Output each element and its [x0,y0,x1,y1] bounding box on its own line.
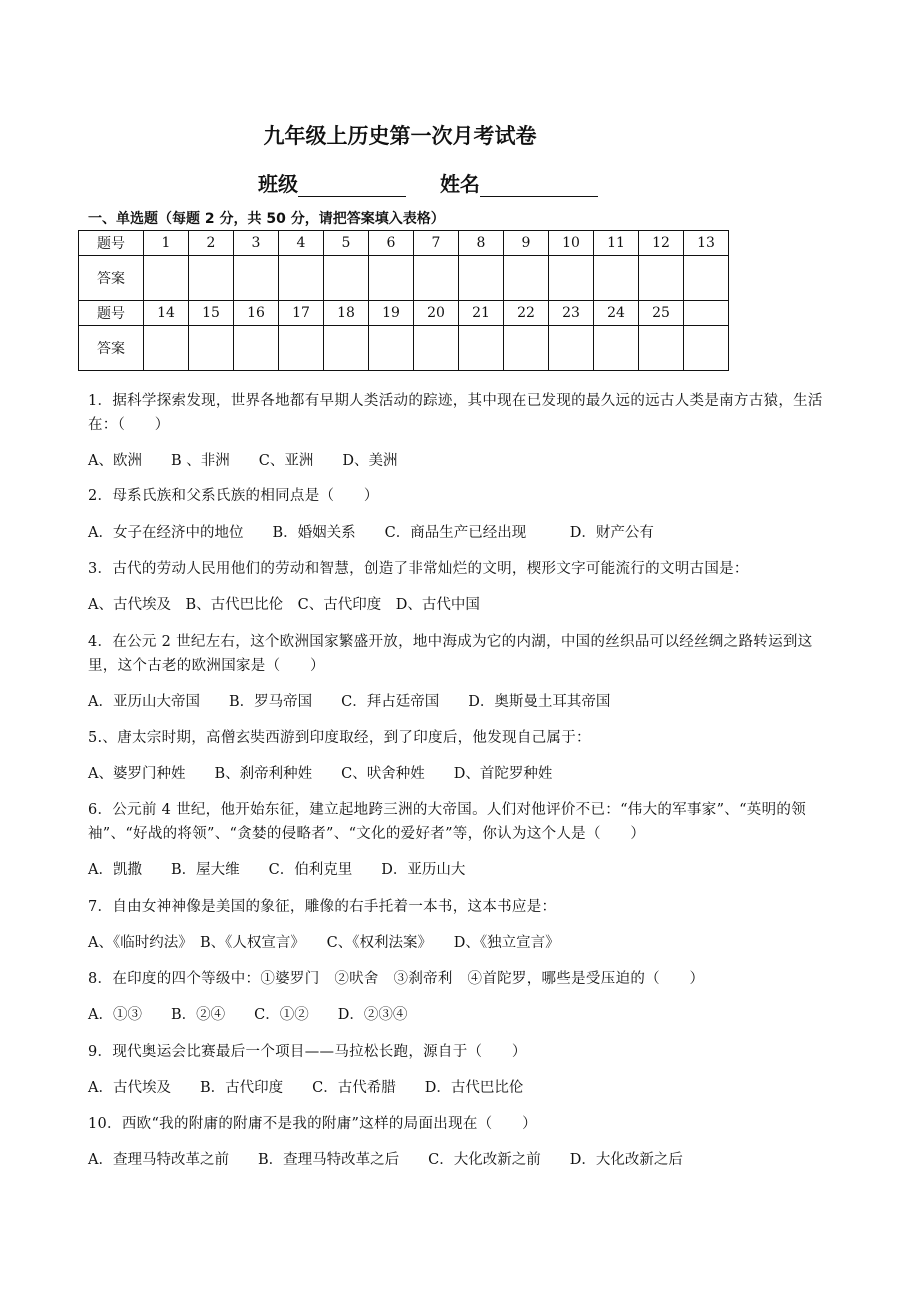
table-row [79,326,729,371]
row-label: 题号 [79,301,144,326]
question-7-options: A、《临时约法》 B、《人权宣言》 C、《权利法案》 D、《独立宣言》 [88,935,560,951]
table-row [79,256,729,301]
question-10-text: 10．西欧“我的附庸的附庸不是我的附庸”这样的局面出现在（ ） [88,1116,537,1132]
answer-cell[interactable] [639,326,684,371]
answer-cell[interactable] [459,326,504,371]
question-4-text: 4．在公元 2 世纪左右，这个欧洲国家繁盛开放，地中海成为它的内湖，中国的丝织品可以经丝绸之路转运到这里，这个古老的欧洲国家是（ ） [88,634,813,674]
answer-cell[interactable] [504,326,549,371]
answer-cell[interactable] [594,326,639,371]
question-3-text: 3．古代的劳动人民用他们的劳动和智慧，创造了非常灿烂的文明，楔形文字可能流行的文明古国是： [88,561,749,577]
answer-cell[interactable] [234,256,279,301]
answer-cell[interactable] [639,256,684,301]
question-number-cell: 18 [324,301,369,326]
question-number-cell: 12 [639,231,684,256]
question-8-text: 8．在印度的四个等级中：①婆罗门 ②吠舍 ③刹帝利 ④首陀罗，哪些是受压迫的（ ） [88,971,705,987]
answer-cell[interactable] [279,326,324,371]
answer-cell[interactable] [549,326,594,371]
question-4-options: A．亚历山大帝国 B．罗马帝国 C．拜占廷帝国 D．奥斯曼土耳其帝国 [88,694,611,710]
answer-cell[interactable] [324,256,369,301]
question-9-options: A．古代埃及 B．古代印度 C．古代希腊 D．古代巴比伦 [88,1080,524,1096]
question-1-text: 1．据科学探索发现，世界各地都有早期人类活动的踪迹，其中现在已发现的最久远的远古人类是南方古猿，生活在：（ ） [88,393,823,433]
question-number-cell: 25 [639,301,684,326]
question-number-cell: 8 [459,231,504,256]
name-blank[interactable] [480,176,598,197]
question-5-text: 5.、唐太宗时期，高僧玄奘西游到印度取经，到了印度后，他发现自己属于： [88,730,591,746]
table-row [79,301,729,326]
question-1-options: A、欧洲 B 、非洲 C、亚洲 D、美洲 [88,453,398,469]
question-number-cell: 15 [189,301,234,326]
question-number-cell: 20 [414,301,459,326]
answer-cell[interactable] [414,256,459,301]
answer-cell[interactable] [549,256,594,301]
answer-cell[interactable] [189,326,234,371]
exam-title: 九年级上历史第一次月考试卷 [263,124,537,148]
answer-cell[interactable] [504,256,549,301]
question-number-cell: 22 [504,301,549,326]
answer-cell[interactable] [414,326,459,371]
question-6-options: A．凯撒 B．屋大维 C．伯利克里 D．亚历山大 [88,862,466,878]
question-2-text: 2．母系氏族和父系氏族的相同点是（ ） [88,488,379,504]
question-number-cell: 16 [234,301,279,326]
answer-cell[interactable] [594,256,639,301]
answer-cell[interactable] [684,256,729,301]
class-label: 班级 [258,172,298,196]
row-label: 题号 [79,231,144,256]
question-number-cell: 23 [549,301,594,326]
question-number-cell: 9 [504,231,549,256]
name-label: 姓名 [439,172,480,196]
question-number-cell: 14 [144,301,189,326]
question-number-cell: 6 [369,231,414,256]
answer-cell[interactable] [369,256,414,301]
question-8-options: A．①③ B．②④ C．①② D．②③④ [88,1007,408,1023]
answer-cell[interactable] [459,256,504,301]
question-number-cell: 11 [594,231,639,256]
row-label: 答案 [79,326,144,371]
class-blank[interactable] [298,176,406,197]
question-10-options: A．查理马特改革之前 B．查理马特改革之后 C．大化改新之前 D．大化改新之后 [88,1152,683,1168]
answer-cell[interactable] [144,326,189,371]
question-number-cell: 7 [414,231,459,256]
question-number-cell [684,301,729,326]
question-number-cell: 4 [279,231,324,256]
row-label: 答案 [79,256,144,301]
question-number-cell: 5 [324,231,369,256]
question-number-cell: 13 [684,231,729,256]
table-row [79,231,729,256]
question-3-options: A、古代埃及 B、古代巴比伦 C、古代印度 D、古代中国 [88,597,480,613]
answer-cell[interactable] [279,256,324,301]
question-number-cell: 21 [459,301,504,326]
answer-cell[interactable] [234,326,279,371]
answer-table [78,230,729,371]
section-heading: 一、单选题（每题 2 分，共 50 分，请把答案填入表格） [88,211,445,227]
student-info-line [258,168,598,197]
question-number-cell: 19 [369,301,414,326]
question-number-cell: 2 [189,231,234,256]
answer-cell[interactable] [369,326,414,371]
question-6-text: 6．公元前 4 世纪，他开始东征，建立起地跨三洲的大帝国。人们对他评价不已：“伟大的军事家”、“英明的领袖”、“好战的将领”、“贪婪的侵略者”、“文化的爱好者”等，你认为这个人是（ ） [88,802,807,842]
question-number-cell: 17 [279,301,324,326]
question-2-options: A．女子在经济中的地位 B．婚姻关系 C．商品生产已经出现 D．财产公有 [88,525,654,541]
answer-cell[interactable] [324,326,369,371]
answer-cell[interactable] [684,326,729,371]
question-number-cell: 10 [549,231,594,256]
question-number-cell: 24 [594,301,639,326]
question-5-options: A、婆罗门种姓 B、刹帝利种姓 C、吠舍种姓 D、首陀罗种姓 [88,766,553,782]
question-number-cell: 3 [234,231,279,256]
question-number-cell: 1 [144,231,189,256]
question-7-text: 7．自由女神神像是美国的象征，雕像的右手托着一本书，这本书应是： [88,899,557,915]
answer-cell[interactable] [189,256,234,301]
question-9-text: 9．现代奥运会比赛最后一个项目——马拉松长跑，源自于（ ） [88,1044,527,1060]
answer-cell[interactable] [144,256,189,301]
